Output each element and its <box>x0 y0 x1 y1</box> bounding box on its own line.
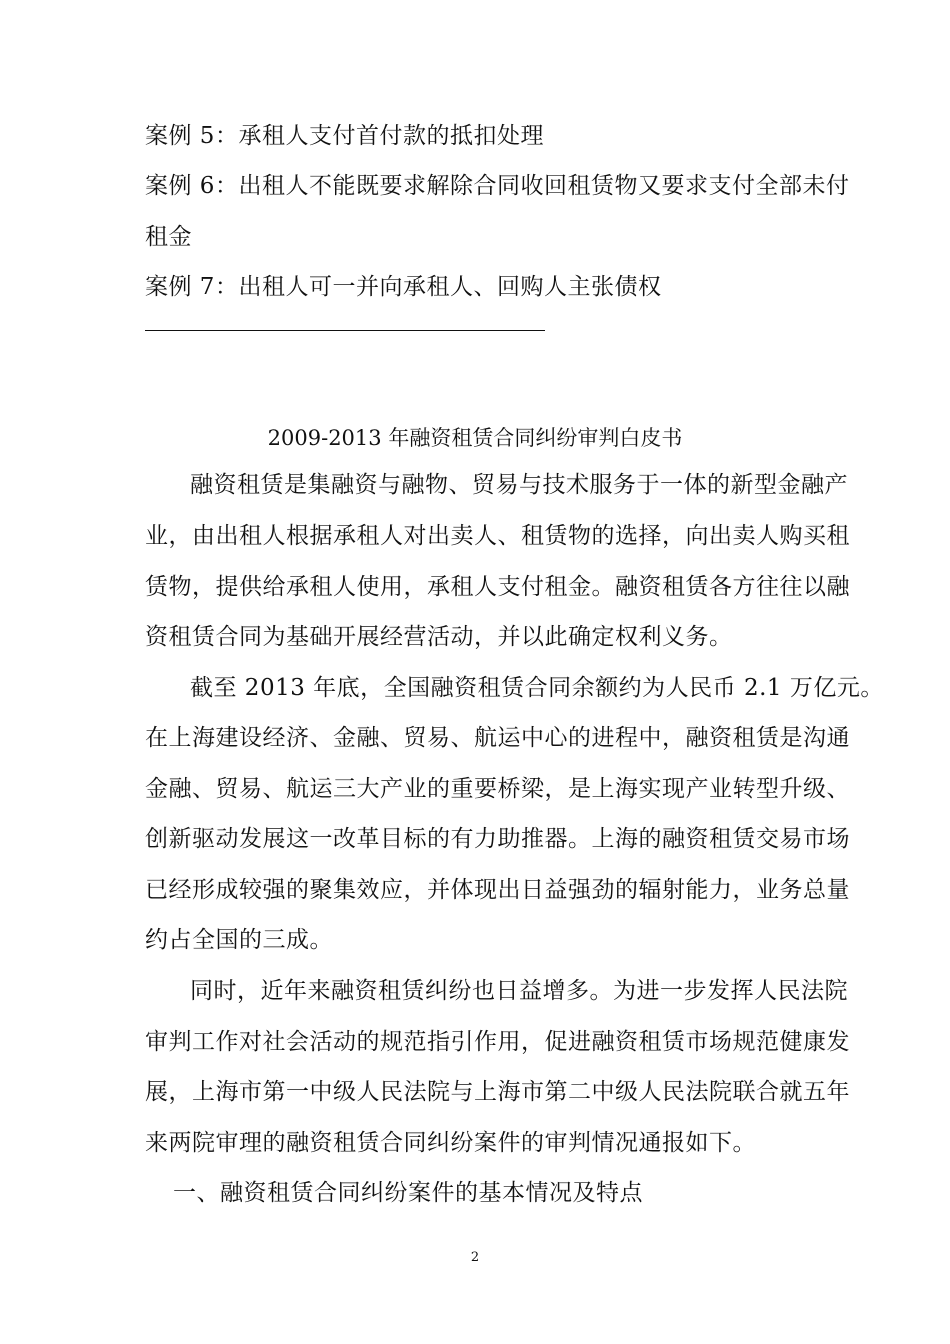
paragraph-line: 金融、贸易、航运三大产业的重要桥梁，是上海实现产业转型升级、 <box>145 776 850 802</box>
paragraph-line: 业，由出租人根据承租人对出卖人、租赁物的选择，向出卖人购买租 <box>145 523 850 549</box>
paragraph-line: 在上海建设经济、金融、贸易、航运中心的进程中，融资租赁是沟通 <box>145 725 850 751</box>
case-5-line: 案例 5：承租人支付首付款的抵扣处理 <box>145 123 544 149</box>
document-title: 2009-2013 年融资租赁合同纠纷审判白皮书 <box>267 426 683 450</box>
case-6-line-continued: 租金 <box>145 224 192 250</box>
page-number: 2 <box>470 1250 480 1265</box>
case-7-line: 案例 7：出租人可一并向承租人、回购人主张债权 <box>145 274 662 300</box>
paragraph-line: 约占全国的三成。 <box>145 927 333 953</box>
separator-rule <box>145 330 545 331</box>
paragraph-line: 已经形成较强的聚集效应，并体现出日益强劲的辐射能力，业务总量 <box>145 877 850 903</box>
paragraph-line: 来两院审理的融资租赁合同纠纷案件的审判情况通报如下。 <box>145 1130 756 1156</box>
paragraph-line: 创新驱动发展这一改革目标的有力助推器。上海的融资租赁交易市场 <box>145 826 850 852</box>
paragraph-line: 展，上海市第一中级人民法院与上海市第二中级人民法院联合就五年 <box>145 1079 850 1105</box>
case-6-line: 案例 6：出租人不能既要求解除合同收回租赁物又要求支付全部未付 <box>145 173 850 199</box>
paragraph-line: 赁物，提供给承租人使用，承租人支付租金。融资租赁各方往往以融 <box>145 574 850 600</box>
section-heading: 一、融资租赁合同纠纷案件的基本情况及特点 <box>173 1180 643 1206</box>
paragraph-line: 截至 2013 年底，全国融资租赁合同余额约为人民币 2.1 万亿元。 <box>190 675 884 701</box>
paragraph-line: 资租赁合同为基础开展经营活动，并以此确定权利义务。 <box>145 624 733 650</box>
paragraph-line: 同时，近年来融资租赁纠纷也日益增多。为进一步发挥人民法院 <box>190 978 848 1004</box>
paragraph-line: 审判工作对社会活动的规范指引作用，促进融资租赁市场规范健康发 <box>145 1029 850 1055</box>
paragraph-line: 融资租赁是集融资与融物、贸易与技术服务于一体的新型金融产 <box>190 472 848 498</box>
